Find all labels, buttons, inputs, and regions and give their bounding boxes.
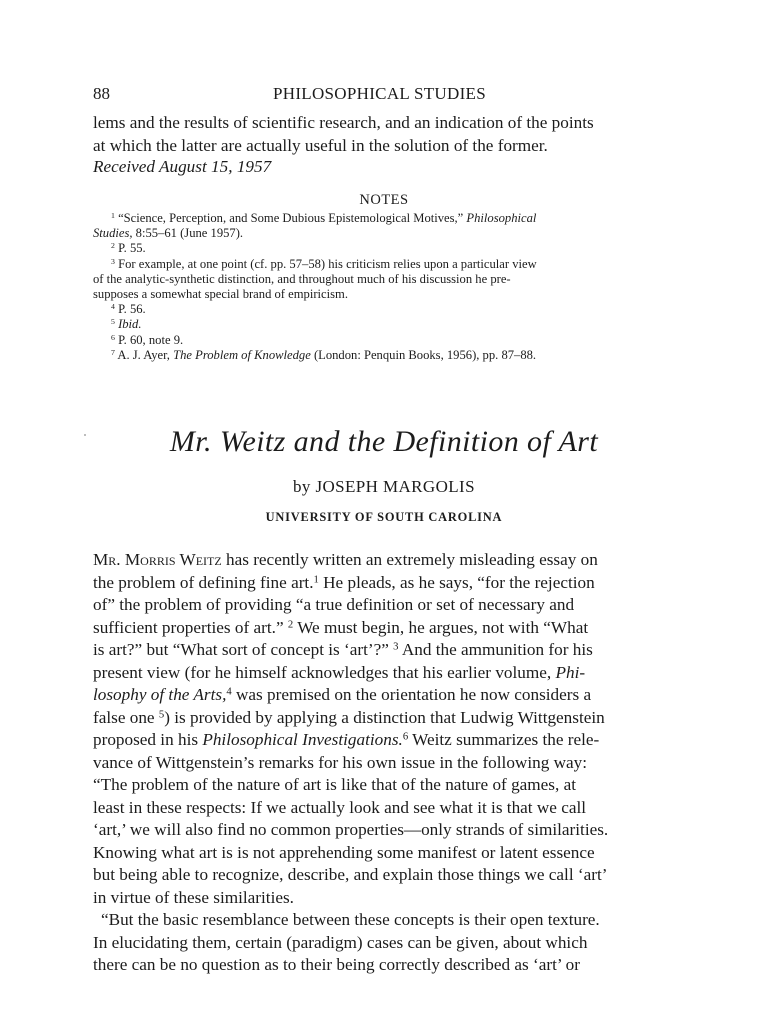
body-text-italic: Phi-	[555, 662, 586, 682]
note-text: For example, at one point (cf. pp. 57–58) his criticism relies upon a particular view	[118, 256, 537, 271]
note-marker: 6	[111, 332, 115, 342]
note-text: P. 55.	[118, 241, 146, 256]
body-text: has recently written an extremely misleading essay on	[221, 550, 598, 569]
previous-article-conclusion	[93, 111, 675, 157]
journal-title: PHILOSOPHICAL STUDIES	[273, 84, 486, 103]
note-text: (London: Penquin Books, 1956), pp. 87–88.	[310, 347, 537, 362]
note-text: “Science, Perception, and Some Dubious Epistemological Motives,”	[118, 211, 467, 225]
note-1-continued	[93, 226, 675, 241]
footnote-ref: 4	[226, 686, 232, 698]
note-marker: 1	[111, 211, 115, 221]
body-text: sufficient properties of art.”	[93, 617, 288, 637]
body-line	[93, 549, 675, 572]
body-line	[93, 639, 675, 662]
author-affiliation: UNIVERSITY OF SOUTH CAROLINA	[265, 510, 503, 524]
note-4	[93, 302, 675, 317]
note-text: P. 60, note 9.	[118, 332, 184, 347]
body-text: present view (for he himself acknowledges that his earlier volume,	[93, 662, 556, 682]
body-text: the problem of defining fine art.	[93, 572, 314, 592]
body-line: there can be no question as to their being correctly described as ‘art’ or	[93, 955, 580, 974]
note-text-italic: Studies,	[93, 226, 133, 241]
note-text: P. 56.	[118, 302, 146, 317]
note-6	[93, 333, 675, 348]
note-text: 8:55–61 (June 1957).	[132, 226, 244, 241]
note-text-italic: Ibid.	[118, 317, 142, 332]
note-marker: 3	[111, 256, 115, 266]
note-marker: 2	[111, 241, 115, 251]
body-line	[93, 707, 675, 730]
body-line: but being able to recognize, describe, and explain those things we call ‘art’	[93, 865, 608, 884]
note-1	[93, 211, 675, 226]
note-5	[93, 317, 675, 332]
body-text-italic: Philosophical Investigations.	[202, 730, 403, 749]
page-number: 88	[93, 84, 110, 103]
body-line: vance of Wittgenstein’s remarks for his own issue in the following way:	[93, 752, 587, 772]
body-line: in virtue of these similarities.	[93, 887, 294, 907]
body-line	[93, 684, 675, 707]
note-text-italic: The Problem of Knowledge	[173, 347, 311, 362]
text-line: at which the latter are actually useful in the solution of the former.	[93, 136, 548, 155]
author-byline: by JOSEPH MARGOLIS	[293, 477, 475, 496]
text-line: lems and the results of scientific research, and an indication of the points	[93, 113, 594, 132]
body-text: We must begin, he argues, not with “What	[293, 617, 589, 637]
body-line: ‘art,’ we will also find no common properties—only strands of similarities.	[93, 820, 609, 839]
body-line: “The problem of the nature of art is like that of the nature of games, at	[93, 775, 576, 794]
body-line: Knowing what art is is not apprehending some manifest or latent essence	[93, 842, 595, 862]
body-text: proposed in his	[93, 730, 203, 749]
body-line	[93, 729, 675, 752]
body-text: ) is provided by applying a distinction that Ludwig Wittgenstein	[164, 707, 605, 727]
note-3-continued: supposes a somewhat special brand of empiricism.	[93, 287, 348, 302]
note-text-italic: Philosophical	[466, 211, 537, 225]
body-line: of” the problem of providing “a true definition or set of necessary and	[93, 595, 575, 614]
footnote-ref: 6	[402, 731, 409, 743]
body-line: least in these respects: If we actually look and see what it is that we call	[93, 797, 587, 817]
body-line	[93, 572, 675, 595]
note-marker: 5	[111, 317, 115, 327]
body-text: is art?” but “What sort of concept is ‘art’?”	[93, 640, 394, 659]
article-title: Mr. Weitz and the Definition of Art	[169, 425, 599, 458]
note-marker: 7	[111, 347, 115, 357]
note-2	[93, 241, 675, 256]
body-text: was premised on the orientation he now considers a	[231, 685, 592, 704]
notes-list	[93, 211, 675, 363]
body-line	[93, 617, 675, 640]
notes-heading: NOTES	[359, 192, 409, 208]
note-7	[93, 348, 675, 363]
body-line	[93, 662, 675, 685]
footnote-ref: 1	[313, 574, 319, 586]
footnote-ref: 2	[287, 619, 294, 631]
body-text: And the ammunition for his	[398, 640, 593, 659]
article-body	[93, 549, 675, 977]
body-text: He pleads, as he says, “for the rejection	[318, 572, 595, 592]
received-date: Received August 15, 1957	[93, 157, 272, 176]
body-text: Weitz summarizes the rele-	[408, 730, 600, 749]
note-3-continued: of the analytic-synthetic distinction, and throughout much of his discussion he pre-	[93, 271, 511, 286]
footnote-ref: 5	[158, 709, 165, 721]
author-name-smallcaps: Mr. Morris Weitz	[93, 550, 222, 569]
body-line: In elucidating them, certain (paradigm) cases can be given, about which	[93, 932, 588, 952]
body-line: “But the basic resemblance between these concepts is their open texture.	[101, 910, 600, 929]
running-head	[93, 84, 673, 106]
note-marker: 4	[111, 302, 115, 312]
body-text-italic: losophy of the Arts,	[93, 685, 227, 704]
footnote-ref: 3	[393, 641, 399, 653]
note-3	[93, 257, 675, 272]
note-text: A. J. Ayer,	[117, 347, 174, 362]
body-text: false one	[93, 707, 159, 727]
